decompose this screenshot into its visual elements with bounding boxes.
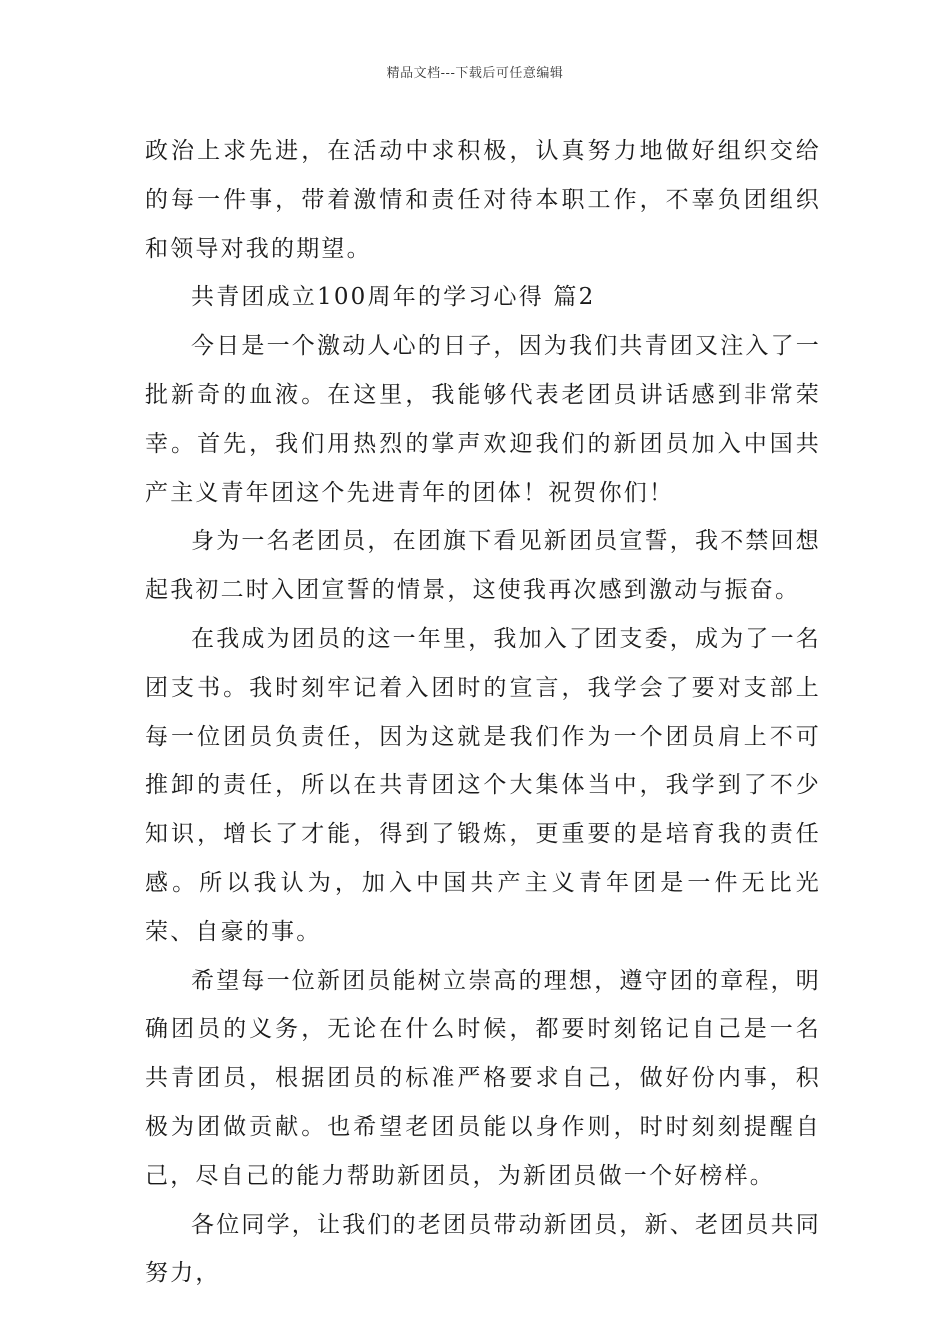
paragraph-continued: 政治上求先进，在活动中求积极，认真努力地做好组织交给的每一件事，带着激情和责任对待本职工作，不辜负团组织和领导对我的期望。 — [145, 138, 821, 262]
paragraph: 身为一名老团员，在团旗下看见新团员宣誓，我不禁回想起我初二时入团宣誓的情景，这使我再次感到激动与振奋。 — [145, 528, 821, 604]
section-heading: 共青团成立100周年的学习心得 篇2 — [191, 284, 596, 311]
paragraph: 各位同学，让我们的老团员带动新团员，新、老团员共同努力， — [145, 1211, 821, 1287]
paragraph: 希望每一位新团员能树立崇高的理想，遵守团的章程，明确团员的义务，无论在什么时候，都要时刻铭记自己是一名共青团员，根据团员的标准严格要求自己，做好份内事，积极为团做贡献。也希望老团员能以身作则，时时刻刻提醒自己，尽自己的能力帮助新团员，为新团员做一个好榜样。 — [145, 967, 821, 1189]
paragraph: 在我成为团员的这一年里，我加入了团支委，成为了一名团支书。我时刻牢记着入团时的宣言，我学会了要对支部上每一位团员负责任，因为这就是我们作为一个团员肩上不可推卸的责任，所以在共青团这个大集体当中，我学到了不少知识，增长了才能，得到了锻炼，更重要的是培育我的责任感。所以我认为，加入中国共产主义青年团是一件无比光荣、自豪的事。 — [145, 625, 821, 945]
page-header: 精品文档---下载后可任意编辑 — [386, 66, 564, 81]
document-body — [145, 127, 821, 1298]
paragraph: 今日是一个激动人心的日子，因为我们共青团又注入了一批新奇的血液。在这里，我能够代表老团员讲话感到非常荣幸。首先，我们用热烈的掌声欢迎我们的新团员加入中国共产主义青年团这个先进青年的团体！祝贺你们！ — [145, 333, 821, 506]
